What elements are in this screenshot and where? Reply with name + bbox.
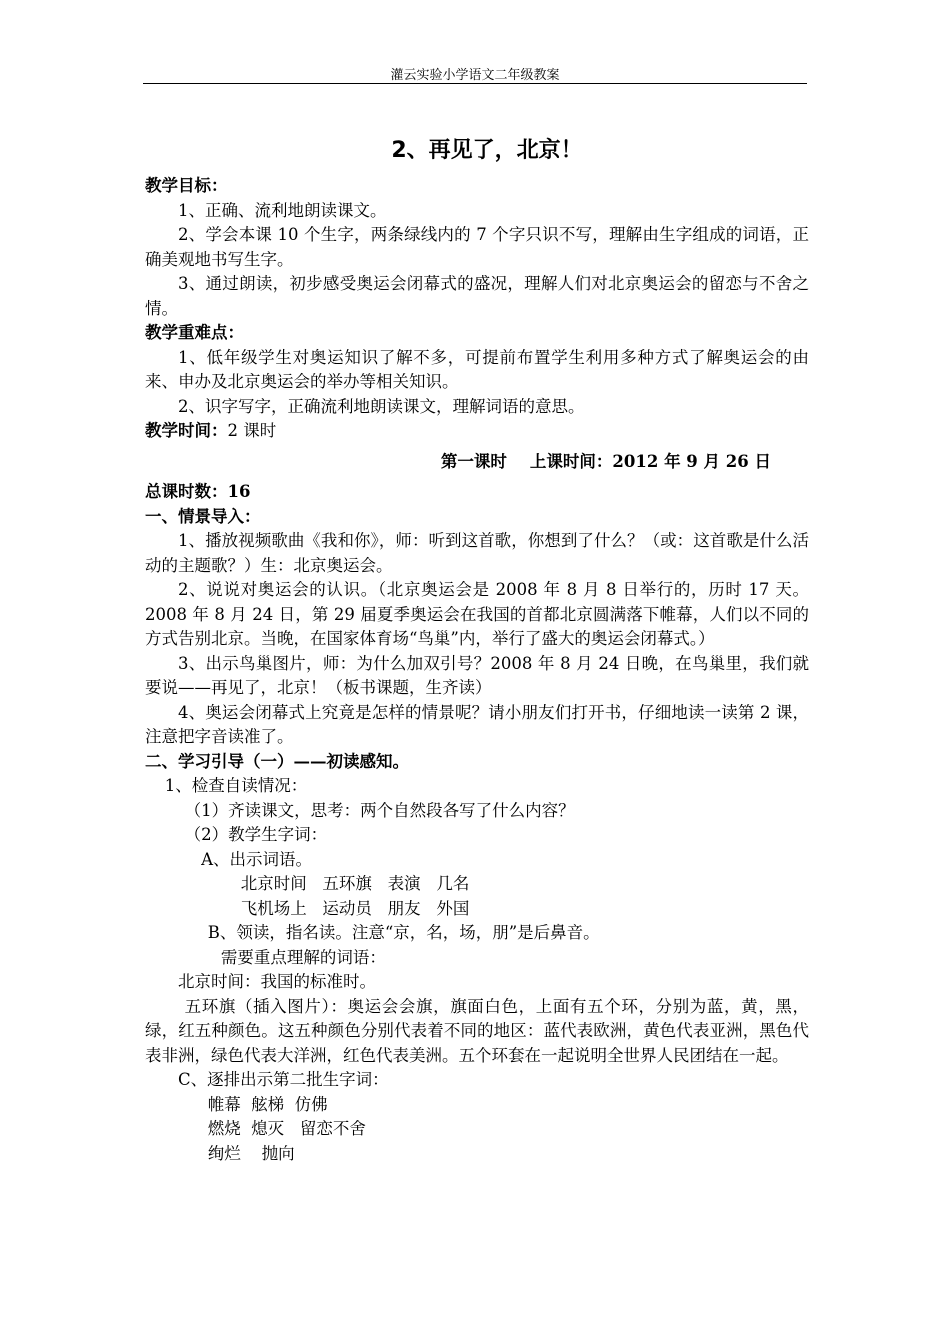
word-row: 燃烧 熄灭 留恋不舍 (207, 1119, 366, 1138)
section2-heading: 二、学习引导（一）——初读感知。 (145, 751, 409, 771)
word-definition: 北京时间：我国的标准时。 (177, 972, 376, 991)
section1-item: 3、出示鸟巢图片，师：为什么加双引号？2008 年 8 月 24 日晚，在鸟巢里，我们就要说——再见了，北京！（板书课题，生齐读） (145, 653, 809, 697)
focus-words-label: 需要重点理解的词语： (220, 947, 386, 967)
word-row: 北京时间 五环旗 表演 几名 (240, 874, 470, 893)
keypoint-item: 2、识字写字，正确流利地朗读课文，理解词语的意思。 (178, 396, 585, 416)
goal-item: 1、正确、流利地朗读课文。 (178, 200, 387, 220)
keypoint-item: 1、低年级学生对奥运知识了解不多，可提前布置学生利用多种方式了解奥运会的由来、申办及北京奥运会的举办等相关知识。 (145, 347, 809, 391)
sub-item: （1）齐读课文，思考：两个自然段各写了什么内容？ (184, 800, 575, 820)
goal-item: 2、学会本课 10 个生字，两条绿线内的 7 个字只识不写，理解由生字组成的词语，正确美观地书写生字。 (145, 225, 809, 269)
section1-heading: 一、情景导入： (145, 506, 261, 526)
word-row: 飞机场上 运动员 朋友 外国 (240, 898, 470, 918)
section1-item: 1、播放视频歌曲《我和你》，师：听到这首歌，你想到了什么？（或：这首歌是什么活动的主题歌？）生：北京奥运会。 (145, 531, 809, 575)
goal-item: 3、通过朗读，初步感受奥运会闭幕式的盛况，理解人们对北京奥运会的留恋与不舍之情。 (145, 274, 809, 318)
teaching-time (145, 419, 809, 444)
page-title: 2、再见了，北京！ (391, 138, 583, 163)
teaching-time-value: 2 课时 (227, 421, 277, 440)
total-lessons: 总课时数：16 (145, 482, 251, 501)
word-row: 帷幕 舷梯 仿佛 (207, 1094, 328, 1114)
page-header: 灌云实验小学语文二年级教案 (390, 68, 560, 83)
section1-item: 2、说说对奥运会的认识。（北京奥运会是 2008 年 8 月 8 日举行的，历时 17 天。2008 年 8 月 24 日，第 29 届夏季奥运会在我国的首都北京圆满落下帷幕，人们以不同的方式告别北京。当晚，在国家体育场“鸟巢”内，举行了盛大的奥运会闭幕式。） (145, 580, 809, 648)
word-row: 绚烂 抛向 (207, 1143, 295, 1163)
goals-heading: 教学目标： (145, 176, 228, 195)
step-b-label: B、领读，指名读。注意“京，名，场，朋”是后鼻音。 (207, 923, 600, 942)
lesson-plan-body (145, 132, 809, 1166)
section1-item: 4、奥运会闭幕式上究竟是怎样的情景呢？请小朋友们打开书，仔细地读一读第 2 课，注意把字音读准了。 (145, 702, 809, 746)
step-c-label: C、逐排出示第二批生字词： (178, 1070, 389, 1089)
step-a-label: A、出示词语。 (201, 849, 313, 869)
sub-item: （2）教学生字词： (184, 825, 328, 844)
header-divider (143, 83, 807, 84)
teaching-time-label: 教学时间： (145, 421, 228, 440)
lesson-date-line: 第一课时 上课时间：2012 年 9 月 26 日 (440, 451, 771, 471)
check-reading: 1、检查自读情况： (164, 776, 308, 795)
word-definition: 五环旗（插入图片）：奥运会会旗，旗面白色，上面有五个环，分别为蓝，黄，黑，绿，红五种颜色。这五种颜色分别代表着不同的地区：蓝代表欧洲，黄色代表亚洲，黑色代表非洲，绿色代表大洋洲，红色代表美洲。五个环套在一起说明全世界人民团结在一起。 (145, 996, 809, 1065)
keypoints-heading: 教学重难点： (145, 323, 244, 342)
